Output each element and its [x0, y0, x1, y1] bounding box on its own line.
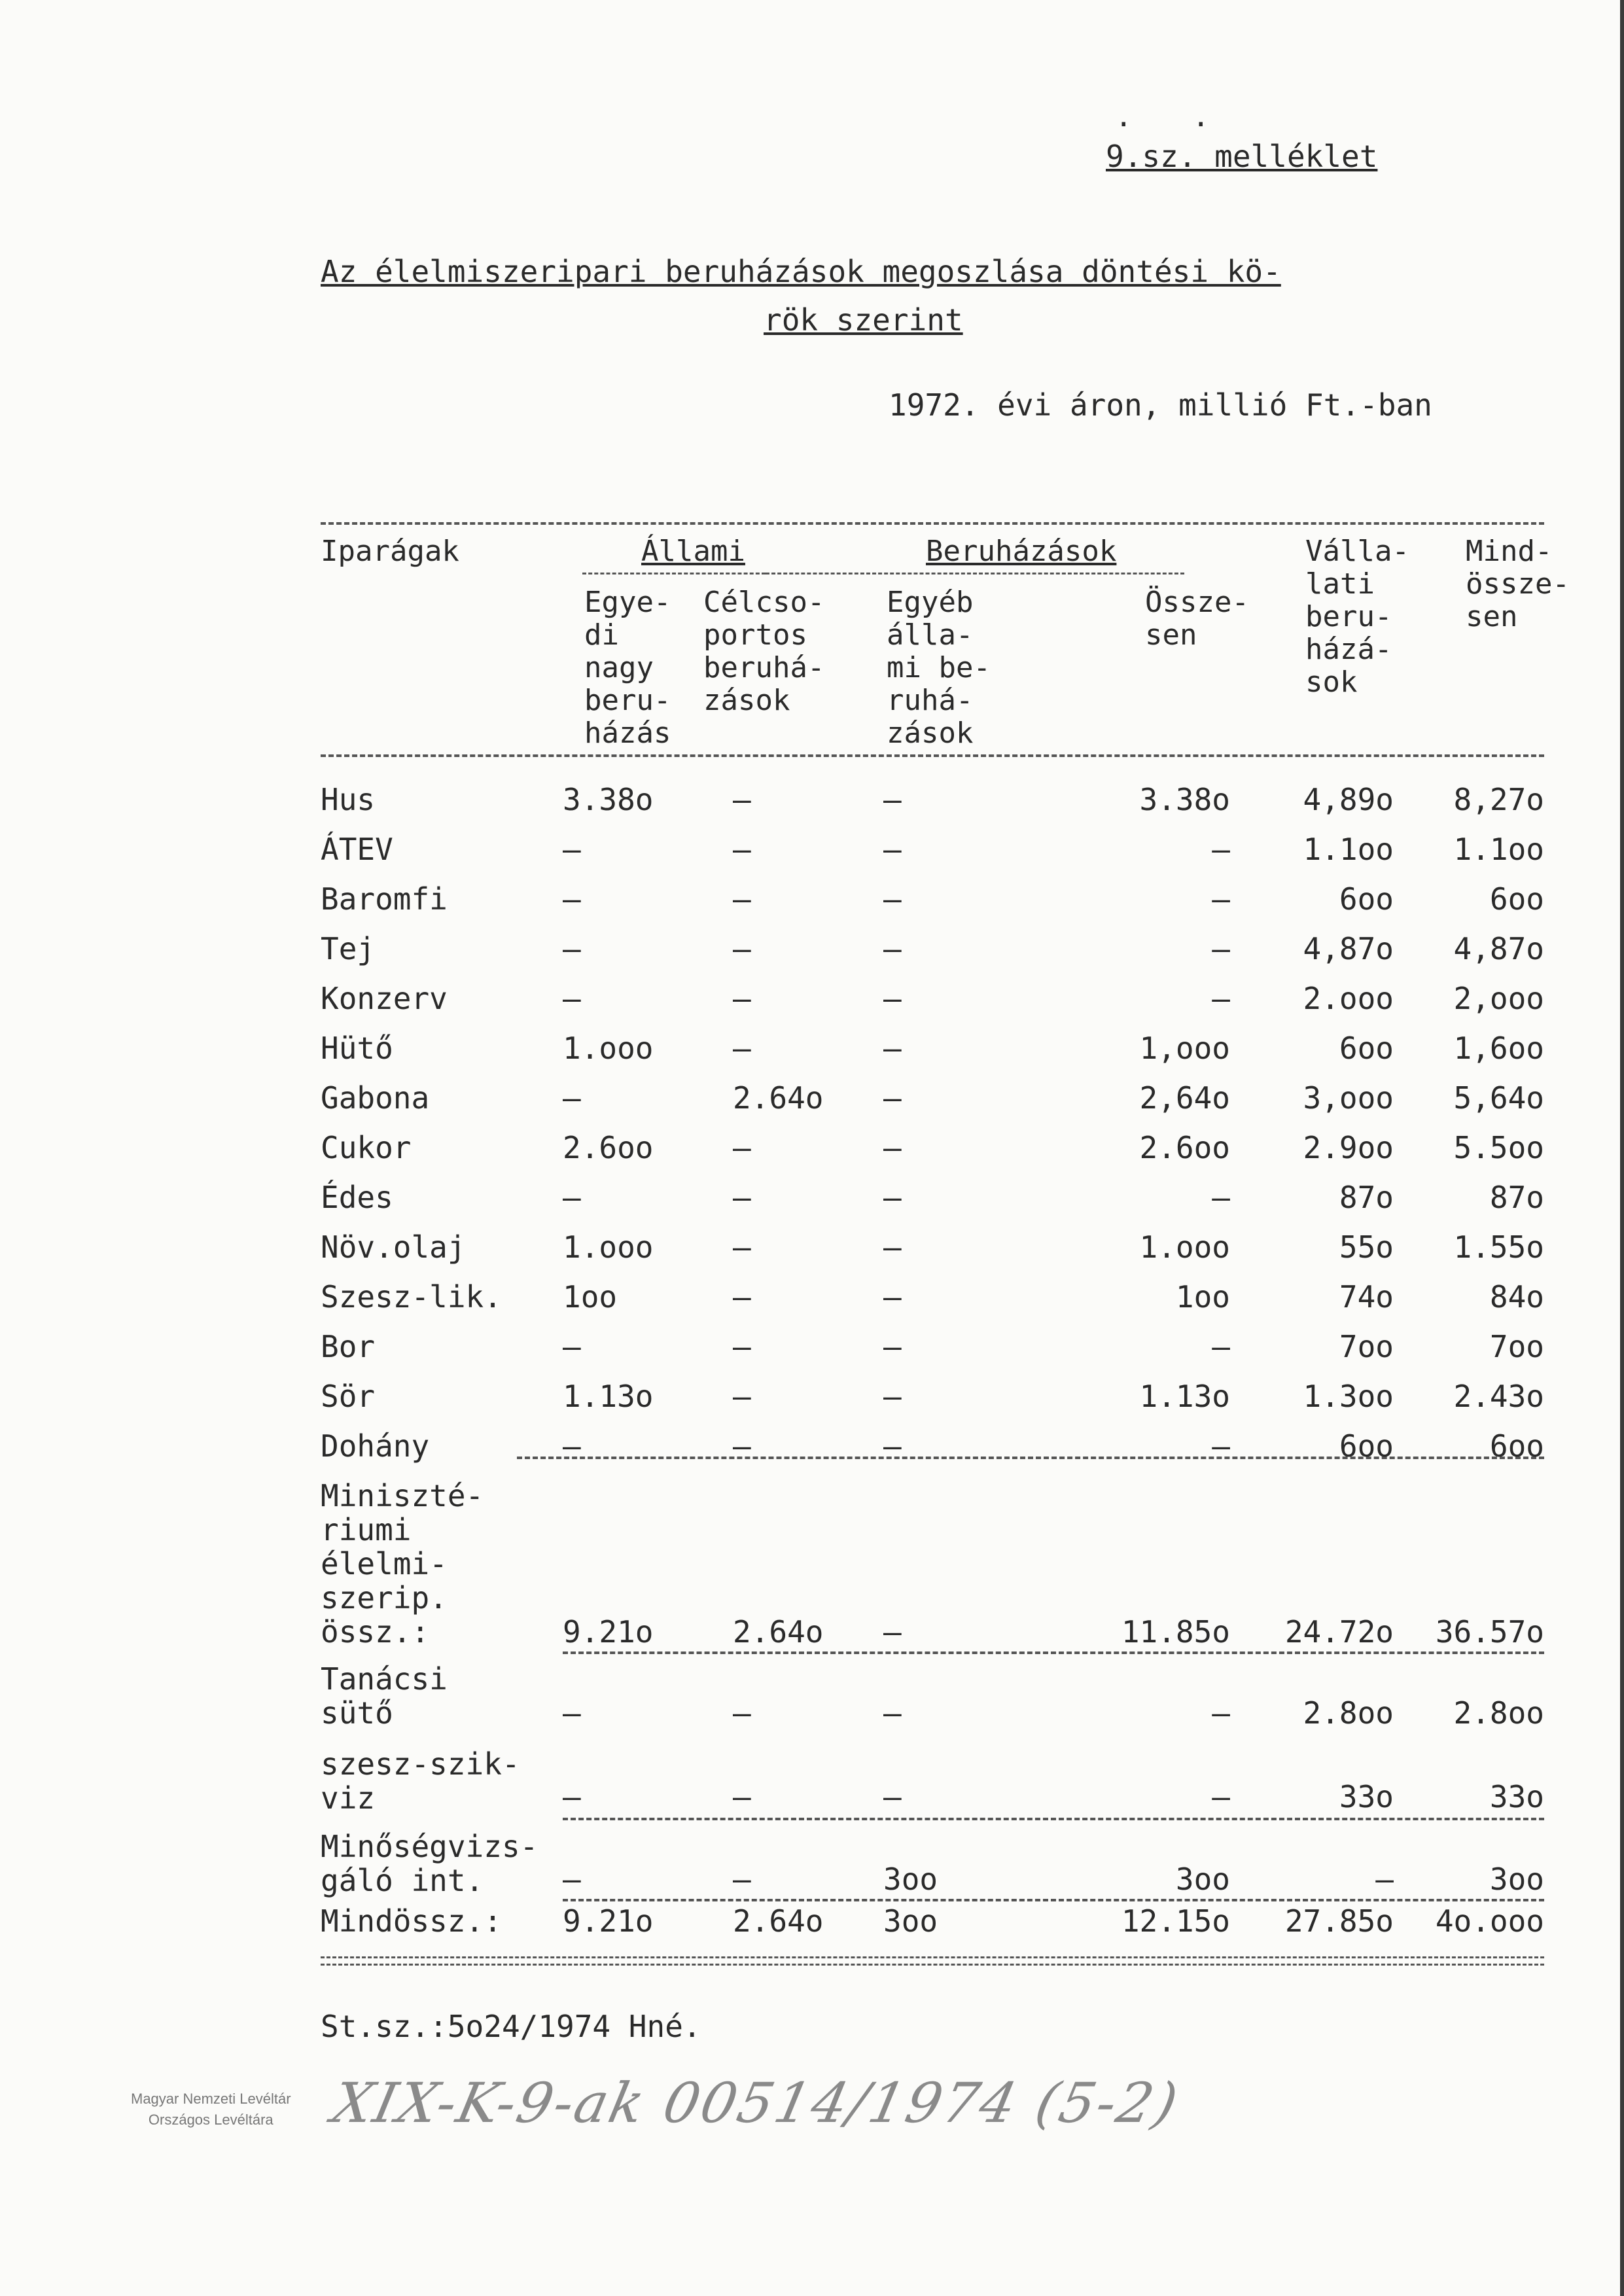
table-cell: 5,64o — [1453, 1080, 1544, 1116]
header-bottom-rule — [321, 754, 1544, 757]
paper-speck: · — [1115, 108, 1133, 141]
table-top-rule — [321, 522, 1544, 525]
table-cell: 3.38o — [563, 782, 654, 817]
table-cell: – — [883, 1279, 902, 1315]
table-cell: – — [883, 1080, 902, 1116]
table-cell: – — [733, 1428, 751, 1464]
table-cell: – — [1375, 1862, 1394, 1897]
row-label: Hus — [321, 782, 376, 817]
row-label: Miniszté- riumi élelmi- szerip. össz.: — [321, 1478, 484, 1650]
table-cell: 87o — [1339, 1180, 1394, 1215]
table-cell: – — [1212, 1180, 1230, 1215]
header-group-investments: Beruházások — [926, 535, 1117, 568]
szikviz-rule — [563, 1818, 1544, 1820]
ministry-total-rule — [563, 1651, 1544, 1654]
table-cell: 2.6oo — [563, 1130, 654, 1165]
table-cell: – — [733, 1130, 751, 1165]
table-cell: 5.5oo — [1453, 1130, 1544, 1165]
table-cell: 24.72o — [1284, 1614, 1394, 1650]
table-cell: – — [733, 881, 751, 917]
row-label: Tej — [321, 931, 376, 966]
table-cell: – — [883, 782, 902, 817]
table-cell: 2,ooo — [1453, 981, 1544, 1016]
paper-speck: · — [1192, 108, 1210, 141]
table-cell: 2.64o — [733, 1080, 824, 1116]
header-enterprise: Válla- lati beru- házá- sok — [1305, 535, 1409, 699]
table-cell: 1.ooo — [563, 1229, 654, 1265]
table-cell: – — [883, 832, 902, 867]
table-cell: – — [563, 931, 581, 966]
table-cell: 1,6oo — [1453, 1031, 1544, 1066]
group-rule-invest — [766, 573, 1184, 574]
table-cell: – — [563, 1695, 581, 1731]
table-cell: 3oo — [883, 1862, 938, 1897]
table-cell: 1.1oo — [1453, 832, 1544, 867]
table-cell: 3oo — [1175, 1862, 1230, 1897]
header-targeted: Célcso- portos beruhá- zások — [703, 586, 825, 717]
row-label: Édes — [321, 1180, 393, 1215]
table-cell: – — [733, 1779, 751, 1814]
table-cell: – — [733, 1229, 751, 1265]
table-cell: – — [883, 1130, 902, 1165]
table-cell: – — [1212, 931, 1230, 966]
table-cell: 3oo — [883, 1903, 938, 1939]
table-cell: 7oo — [1489, 1329, 1544, 1364]
reference-number: St.sz.:5o24/1974 Hné. — [321, 2009, 701, 2044]
table-cell: – — [733, 1279, 751, 1315]
table-cell: – — [1212, 981, 1230, 1016]
table-cell: – — [1212, 1695, 1230, 1731]
table-cell: – — [733, 1695, 751, 1731]
grand-total-top-rule — [563, 1899, 1544, 1901]
table-cell: – — [1212, 881, 1230, 917]
table-cell: – — [883, 1180, 902, 1215]
table-cell: 87o — [1489, 1180, 1544, 1215]
table-cell: – — [1212, 1329, 1230, 1364]
table-cell: – — [563, 881, 581, 917]
archive-stamp — [131, 2089, 291, 2130]
table-cell: 4,89o — [1303, 782, 1394, 817]
table-cell: 2,64o — [1139, 1080, 1230, 1116]
row-label: Mindössz.: — [321, 1903, 502, 1939]
group-rule-state — [582, 573, 766, 574]
row-label: Szesz-lik. — [321, 1279, 502, 1315]
row-label: Konzerv — [321, 981, 448, 1016]
table-cell: 1,ooo — [1139, 1031, 1230, 1066]
table-cell: 3oo — [1489, 1862, 1544, 1897]
table-cell: 12.15o — [1121, 1903, 1230, 1939]
archive-stamp-line: Magyar Nemzeti Levéltár — [131, 2091, 291, 2107]
table-cell: 6oo — [1339, 881, 1394, 917]
table-cell: – — [1212, 832, 1230, 867]
table-cell: – — [733, 1329, 751, 1364]
table-cell: 4,87o — [1453, 931, 1544, 966]
table-cell: 2.ooo — [1303, 981, 1394, 1016]
table-cell: – — [563, 1180, 581, 1215]
row-label: Cukor — [321, 1130, 412, 1165]
table-cell: 33o — [1339, 1779, 1394, 1814]
table-cell: 2.43o — [1453, 1379, 1544, 1414]
table-cell: 4,87o — [1303, 931, 1394, 966]
table-cell: 1.13o — [563, 1379, 654, 1414]
table-cell: – — [883, 1695, 902, 1731]
document-title: Az élelmiszeripari beruházások megoszlása döntési kö- — [321, 254, 1281, 289]
table-cell: 4o.ooo — [1435, 1903, 1544, 1939]
price-basis-note: 1972. évi áron, millió Ft.-ban — [889, 387, 1432, 423]
header-individual-large: Egye- di nagy beru- házás — [584, 586, 671, 750]
table-cell: – — [563, 1329, 581, 1364]
table-cell: 84o — [1489, 1279, 1544, 1315]
table-cell: – — [733, 782, 751, 817]
table-cell: – — [883, 981, 902, 1016]
table-cell: 2.8oo — [1303, 1695, 1394, 1731]
annex-label: 9.sz. melléklet — [1106, 139, 1378, 174]
row-label: ÁTEV — [321, 832, 393, 867]
row-label: szesz-szik- viz — [321, 1746, 520, 1816]
header-other-state: Egyéb álla- mi be- ruhá- zások — [887, 586, 991, 750]
grand-total-double-rule — [321, 1956, 1544, 1966]
table-cell: 2.6oo — [1139, 1130, 1230, 1165]
table-cell: 74o — [1339, 1279, 1394, 1315]
table-cell: – — [883, 1329, 902, 1364]
row-label: Növ.olaj — [321, 1229, 466, 1265]
header-industries: Iparágak — [321, 535, 459, 568]
table-cell: 6oo — [1489, 1428, 1544, 1464]
table-cell: – — [563, 981, 581, 1016]
table-cell: 3.38o — [1139, 782, 1230, 817]
table-cell: – — [733, 1180, 751, 1215]
document-title-continued: rök szerint — [764, 302, 963, 338]
table-cell: 9.21o — [563, 1903, 654, 1939]
table-cell: 1.3oo — [1303, 1379, 1394, 1414]
table-cell: 1.ooo — [563, 1031, 654, 1066]
table-cell: 1oo — [1175, 1279, 1230, 1315]
table-cell: – — [733, 1862, 751, 1897]
table-cell: – — [883, 881, 902, 917]
table-cell: 1.ooo — [1139, 1229, 1230, 1265]
table-cell: 1oo — [563, 1279, 618, 1315]
row-label: Gabona — [321, 1080, 430, 1116]
row-label: Dohány — [321, 1428, 430, 1464]
table-cell: 33o — [1489, 1779, 1544, 1814]
table-cell: 8,27o — [1453, 782, 1544, 817]
table-cell: 36.57o — [1435, 1614, 1544, 1650]
table-cell: – — [563, 1428, 581, 1464]
table-cell: 6oo — [1339, 1428, 1394, 1464]
row-label: Minőségvizs- gáló int. — [321, 1829, 538, 1898]
table-cell: – — [563, 1862, 581, 1897]
table-cell: – — [1212, 1428, 1230, 1464]
table-cell: – — [733, 981, 751, 1016]
table-cell: – — [733, 832, 751, 867]
row-label: Tanácsi sütő — [321, 1661, 448, 1731]
table-cell: – — [563, 1779, 581, 1814]
table-cell: 2.8oo — [1453, 1695, 1544, 1731]
table-cell: – — [1212, 1779, 1230, 1814]
table-cell: – — [563, 832, 581, 867]
table-cell: – — [883, 1428, 902, 1464]
table-cell: – — [883, 1229, 902, 1265]
table-cell: 7oo — [1339, 1329, 1394, 1364]
table-cell: 9.21o — [563, 1614, 654, 1650]
table-cell: 1.13o — [1139, 1379, 1230, 1414]
row-label: Baromfi — [321, 881, 448, 917]
table-cell: 6oo — [1489, 881, 1544, 917]
table-cell: 1.55o — [1453, 1229, 1544, 1265]
table-cell: – — [733, 1031, 751, 1066]
archive-signature: XIX-K-9-ak 00514/1974 (5-2) — [327, 2071, 1185, 2135]
table-cell: – — [883, 1379, 902, 1414]
row-label: Sör — [321, 1379, 376, 1414]
table-cell: 55o — [1339, 1229, 1394, 1265]
table-cell: 6oo — [1339, 1031, 1394, 1066]
table-cell: 2.64o — [733, 1903, 824, 1939]
table-cell: – — [883, 1031, 902, 1066]
table-cell: – — [883, 1614, 902, 1650]
table-cell: – — [733, 1379, 751, 1414]
table-cell: 3,ooo — [1303, 1080, 1394, 1116]
page-edge — [1620, 0, 1624, 2296]
header-grand-total: Mind- össze- sen — [1466, 535, 1570, 633]
header-group-state: Állami — [641, 535, 745, 568]
table-cell: – — [733, 931, 751, 966]
row-label: Bor — [321, 1329, 376, 1364]
table-cell: 1.1oo — [1303, 832, 1394, 867]
table-cell: 2.9oo — [1303, 1130, 1394, 1165]
row-label: Hütő — [321, 1031, 393, 1066]
table-cell: – — [563, 1080, 581, 1116]
table-cell: 27.85o — [1284, 1903, 1394, 1939]
table-cell: 11.85o — [1121, 1614, 1230, 1650]
table-cell: 2.64o — [733, 1614, 824, 1650]
table-cell: – — [883, 1779, 902, 1814]
header-subtotal: Össze- sen — [1145, 586, 1249, 652]
table-cell: – — [883, 931, 902, 966]
archive-stamp-line: Országos Levéltára — [148, 2111, 274, 2128]
